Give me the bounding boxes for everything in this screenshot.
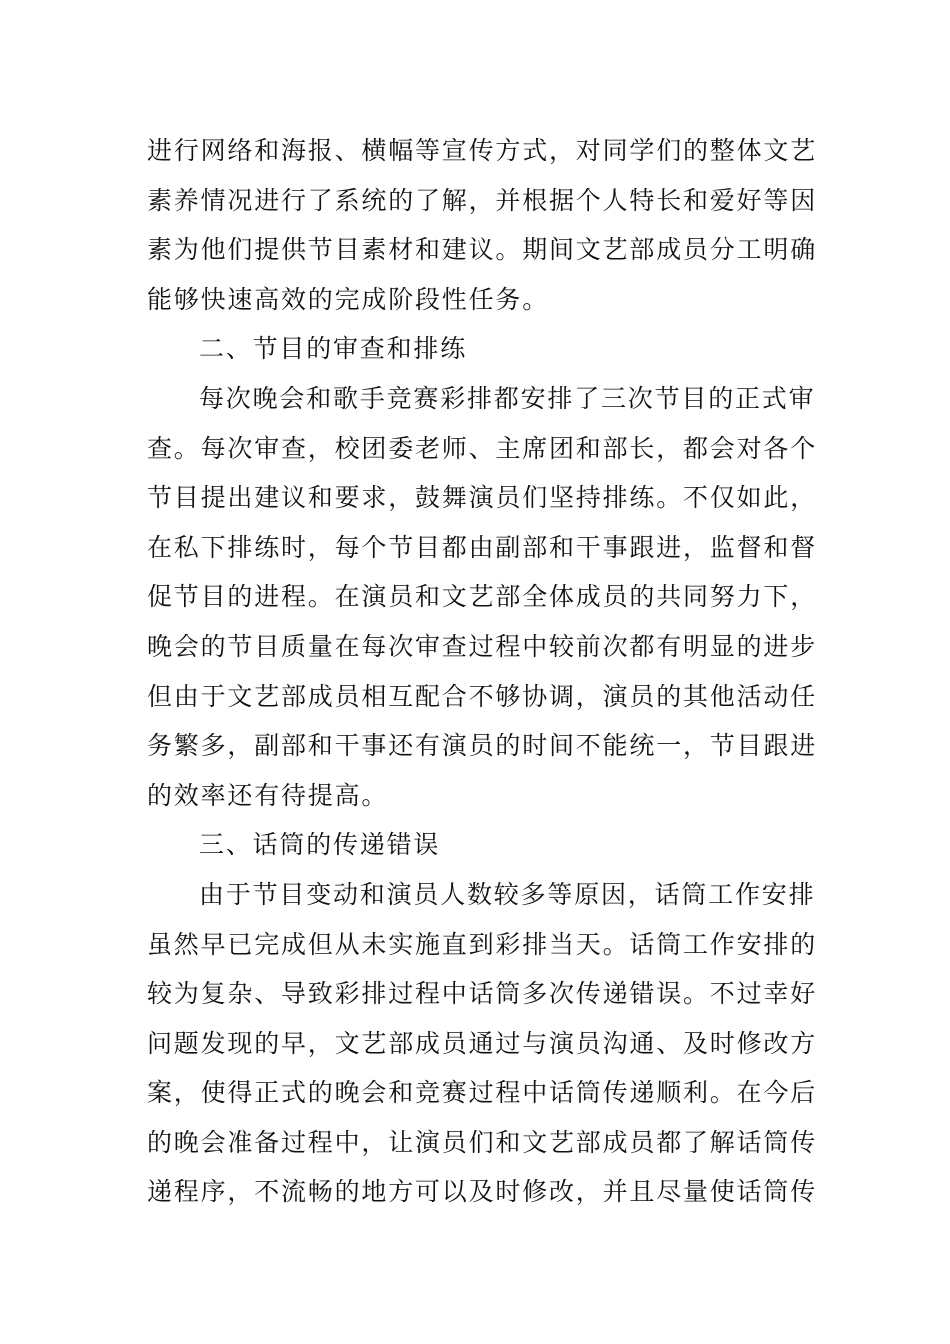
paragraph-line: 晚会的节目质量在每次审查过程中较前次都有明显的进步	[147, 631, 818, 661]
paragraph-line: 进行网络和海报、横幅等宣传方式，对同学们的整体文艺	[147, 136, 818, 165]
paragraph-line: 能够快速高效的完成阶段性任务。	[147, 284, 550, 314]
paragraph-line: 促节目的进程。在演员和文艺部全体成员的共同努力下，	[147, 582, 818, 612]
paragraph-line: 案，使得正式的晚会和竞赛过程中话筒传递顺利。在今后	[147, 1078, 818, 1108]
document-body	[147, 126, 818, 1217]
paragraph-line: 在私下排练时，每个节目都由副部和干事跟进，监督和督	[147, 532, 818, 562]
paragraph-line: 递程序，不流畅的地方可以及时修改，并且尽量使话筒传	[147, 1177, 818, 1207]
paragraph-line: 问题发现的早，文艺部成员通过与演员沟通、及时修改方	[147, 1028, 818, 1058]
paragraph-line: 虽然早已完成但从未实施直到彩排当天。话筒工作安排的	[147, 929, 818, 959]
paragraph-line: 由于节目变动和演员人数较多等原因，话筒工作安排	[199, 879, 816, 909]
paragraph-line: 素养情况进行了系统的了解，并根据个人特长和爱好等因	[147, 185, 818, 215]
paragraph-line: 素为他们提供节目素材和建议。期间文艺部成员分工明确	[147, 235, 818, 265]
section-heading: 二、节目的审查和排练	[199, 334, 468, 364]
paragraph-line: 务繁多，副部和干事还有演员的时间不能统一，节目跟进	[147, 731, 818, 761]
paragraph-line: 较为复杂、导致彩排过程中话筒多次传递错误。不过幸好	[147, 979, 818, 1009]
paragraph-line: 查。每次审查，校团委老师、主席团和部长，都会对各个	[147, 433, 818, 463]
paragraph-line: 的晚会准备过程中，让演员们和文艺部成员都了解话筒传	[147, 1127, 818, 1157]
paragraph-line: 的效率还有待提高。	[147, 780, 389, 810]
paragraph-line: 但由于文艺部成员相互配合不够协调，演员的其他活动任	[147, 681, 818, 711]
paragraph-line: 节目提出建议和要求，鼓舞演员们坚持排练。不仅如此，	[147, 483, 818, 513]
paragraph-line: 每次晚会和歌手竞赛彩排都安排了三次节目的正式审	[199, 383, 816, 413]
section-heading: 三、话筒的传递错误	[199, 830, 441, 860]
